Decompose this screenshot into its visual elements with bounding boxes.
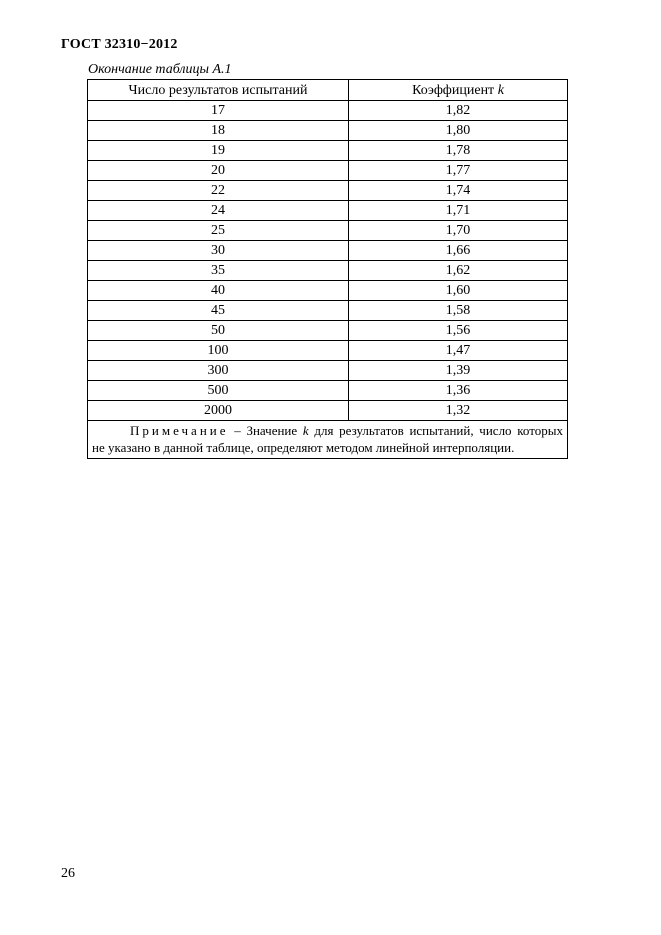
cell-test-count: 30 (88, 241, 349, 261)
table-row (88, 181, 568, 201)
coefficient-table (87, 79, 568, 459)
table-row (88, 141, 568, 161)
column-header-test-count: Число результатов испытаний (88, 80, 349, 101)
cell-test-count: 50 (88, 321, 349, 341)
cell-coefficient: 1,70 (349, 221, 568, 241)
cell-coefficient: 1,56 (349, 321, 568, 341)
cell-test-count: 300 (88, 361, 349, 381)
coefficient-k-symbol: k (497, 82, 504, 98)
table-row (88, 401, 568, 421)
table-body (88, 101, 568, 421)
document-header: ГОСТ 32310−2012 (61, 37, 178, 52)
cell-test-count: 25 (88, 221, 349, 241)
cell-coefficient: 1,62 (349, 261, 568, 281)
cell-coefficient: 1,58 (349, 301, 568, 321)
column-header-coefficient-label: Коэффициент (412, 82, 498, 98)
cell-test-count: 19 (88, 141, 349, 161)
column-header-coefficient (349, 80, 568, 101)
note-line-1 (92, 422, 563, 439)
cell-coefficient: 1,47 (349, 341, 568, 361)
note-line-2: не указано в данной таблице, определяют методом линейной интерполяции. (92, 440, 515, 455)
table-row (88, 281, 568, 301)
table-row (88, 161, 568, 181)
cell-coefficient: 1,66 (349, 241, 568, 261)
table-row (88, 381, 568, 401)
cell-coefficient: 1,60 (349, 281, 568, 301)
cell-test-count: 18 (88, 121, 349, 141)
cell-test-count: 40 (88, 281, 349, 301)
table-row (88, 301, 568, 321)
table-row (88, 221, 568, 241)
table-note-row (88, 421, 568, 459)
cell-coefficient: 1,39 (349, 361, 568, 381)
note-k-symbol: k (302, 423, 309, 438)
cell-coefficient: 1,32 (349, 401, 568, 421)
cell-test-count: 20 (88, 161, 349, 181)
cell-coefficient: 1,36 (349, 381, 568, 401)
cell-test-count: 45 (88, 301, 349, 321)
cell-coefficient: 1,71 (349, 201, 568, 221)
cell-coefficient: 1,80 (349, 121, 568, 141)
note-label: Примечание (130, 423, 229, 438)
cell-coefficient: 1,82 (349, 101, 568, 121)
cell-coefficient: 1,74 (349, 181, 568, 201)
table-header-row (88, 80, 568, 101)
cell-test-count: 24 (88, 201, 349, 221)
table-row (88, 261, 568, 281)
table-row (88, 341, 568, 361)
table-note (88, 421, 568, 459)
table-row (88, 101, 568, 121)
cell-coefficient: 1,78 (349, 141, 568, 161)
cell-coefficient: 1,77 (349, 161, 568, 181)
note-dash: – Значение (228, 423, 303, 438)
cell-test-count: 100 (88, 341, 349, 361)
table-row (88, 121, 568, 141)
cell-test-count: 17 (88, 101, 349, 121)
table-row (88, 241, 568, 261)
table-row (88, 201, 568, 221)
table-row (88, 361, 568, 381)
page-number: 26 (61, 866, 75, 881)
note-line-1-text: для результатов испытаний, число которых (308, 423, 563, 438)
cell-test-count: 22 (88, 181, 349, 201)
table-caption: Окончание таблицы А.1 (88, 62, 232, 77)
table-row (88, 321, 568, 341)
cell-test-count: 500 (88, 381, 349, 401)
cell-test-count: 35 (88, 261, 349, 281)
cell-test-count: 2000 (88, 401, 349, 421)
